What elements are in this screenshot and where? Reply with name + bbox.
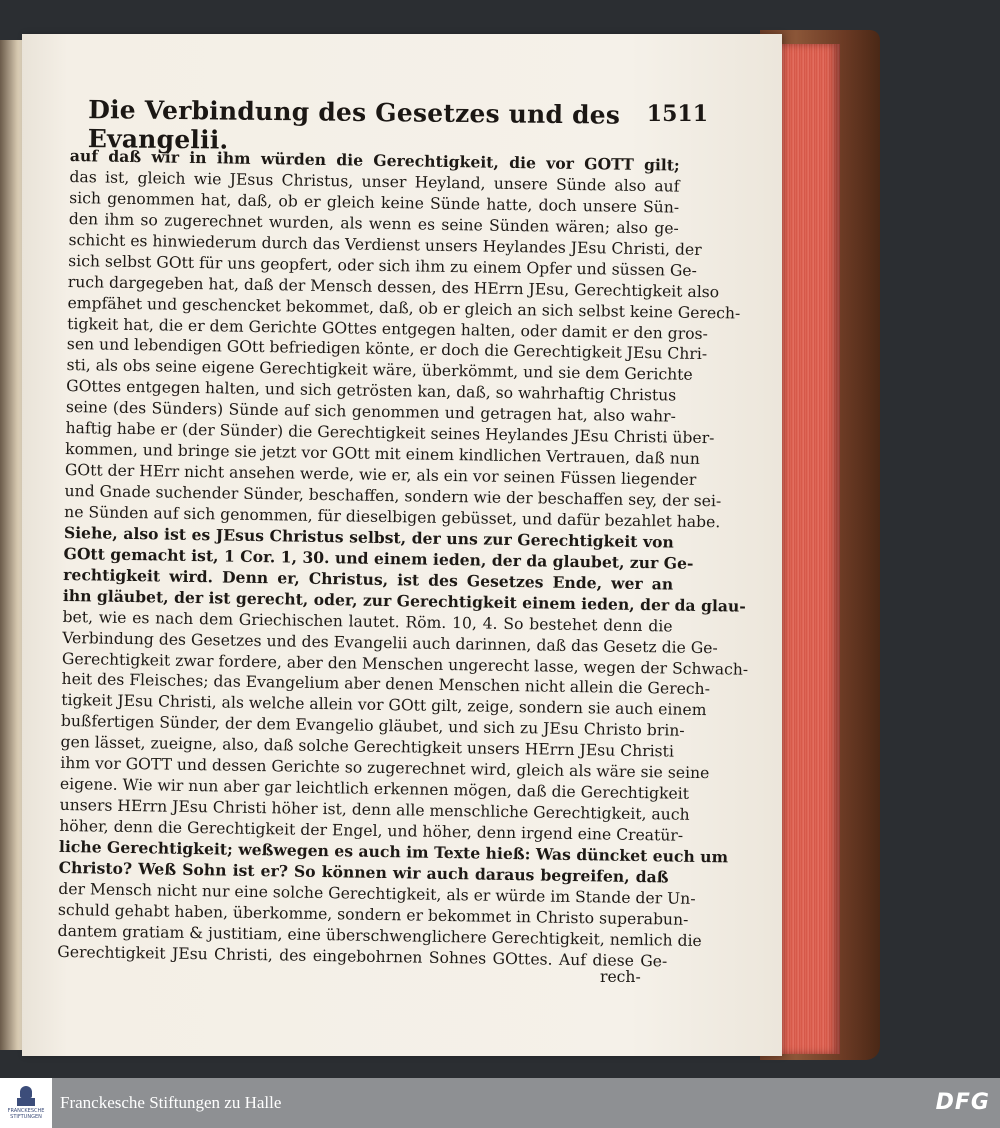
text-line: schicht es hinwiederum durch das Verdienst unsers Heylandes JEsu Christi, der xyxy=(68,230,702,259)
text-line: liche Gerechtigkeit; weßwegen es auch im Texte hieß: Was düncket euch um xyxy=(58,836,729,867)
text-line: eigene. Wie wir nun aber gar leichtlich erkennen mögen, daß die Gerechtigkeit xyxy=(59,775,690,803)
viewer-footer xyxy=(0,1078,1000,1128)
francke-logo-icon xyxy=(16,1086,36,1108)
text-line: rechtigkeit wird. Denn er, Christus, ist des Gesetzes Ende, wer an xyxy=(63,564,674,594)
page-header xyxy=(87,95,708,155)
text-line: höher, denn die Gerechtigkeit der Engel, und höher, denn irgend eine Creatür- xyxy=(59,816,684,845)
text-line: tigkeit JEsu Christi, als welche allein vor GOtt gilt, zeige, sondern sie auch einem xyxy=(61,691,707,720)
text-line: sich selbst GOtt für uns geopfert, oder sich ihm zu einem Opfer und süssen Ge- xyxy=(68,251,698,280)
logo-caption-1: FRANCKESCHE xyxy=(7,1108,45,1114)
text-line: unsers HErrn JEsu Christi höher ist, denn alle menschliche Gerechtigkeit, auch xyxy=(59,795,690,824)
text-line: empfähet und geschencket bekommet, daß, ob er gleich an sich selbst keine Gerech- xyxy=(67,293,741,323)
text-line: bußfertigen Sünder, der dem Evangelio gläubet, und sich zu JEsu Christo brin- xyxy=(60,712,685,741)
text-line: sen und lebendigen GOtt befriedigen könte, er doch die Gerechtigkeit JEsu Chri- xyxy=(66,335,708,364)
catchword: rech- xyxy=(600,968,641,986)
text-line: GOtt der HErr nicht ansehen werde, wie er, als ein vor seinen Füssen liegender xyxy=(64,461,697,489)
text-line: auf daß wir in ihm würden die Gerechtigkeit, die vor GOTT gilt; xyxy=(69,146,680,175)
text-line: schuld gehabt haben, überkomme, sondern er bekommet in Christo superabun- xyxy=(57,900,689,929)
institution-name[interactable]: Franckesche Stiftungen zu Halle xyxy=(60,1093,282,1112)
text-line: Siehe, also ist es JEsus Christus selbst, der uns zur Gerechtigkeit von xyxy=(63,522,675,552)
text-line: Gerechtigkeit zwar fordere, aber den Menschen ungerecht lasse, wegen der Schwach- xyxy=(61,649,749,679)
text-line: sich genommen hat, daß, ob er gleich keine Sünde hatte, doch unsere Sün- xyxy=(69,188,680,217)
text-line: Christo? Weß Sohn ist er? So können wir auch daraus begreifen, daß xyxy=(58,857,669,887)
text-line: kommen, und bringe sie jetzt vor GOtt mit einem kindlichen Vertrauen, daß nun xyxy=(65,440,701,469)
book-scan xyxy=(0,18,885,1068)
text-line: haftig habe er (der Sünder) die Gerechtigkeit seines Heylandes JEsu Christi über- xyxy=(65,419,715,448)
text-line: den ihm so zugerechnet wurden, als wenn es seine Sünden wären; also ge- xyxy=(68,209,679,238)
text-line: Verbindung des Gesetzes und des Evangelii auch darinnen, daß das Gesetz die Ge- xyxy=(62,628,718,657)
text-line: ne Sünden auf sich genommen, für dieselbigen gebüsset, und dafür bezahlet habe. xyxy=(64,502,721,532)
running-title: Die Verbindung des Gesetzes und des Evangelii. xyxy=(87,95,621,155)
text-line: sti, als obs seine eigene Gerechtigkeit wäre, überkömmt, und sie dem Gerichte xyxy=(66,356,693,385)
text-line: der Mensch nicht nur eine solche Gerechtigkeit, als er würde im Stande der Un- xyxy=(58,879,696,908)
page-number: 1511 xyxy=(646,101,708,127)
body-text xyxy=(57,146,749,972)
text-line: ruch dargegeben hat, daß der Mensch dessen, des HErrn JEsu, Gerechtigkeit also xyxy=(67,272,720,301)
text-line: und Gnade suchender Sünder, beschaffen, sondern wie der beschaffen sey, der sei- xyxy=(64,481,722,511)
text-line: ihm vor GOTT und dessen Gerichte so zugerechnet wird, gleich als wäre sie seine xyxy=(60,754,710,783)
text-line: das ist, gleich wie JEsus Christus, unser Heyland, unsere Sünde also auf xyxy=(69,167,680,196)
text-line: heit des Fleisches; das Evangelium aber denen Menschen nicht allein die Gerech- xyxy=(61,670,711,699)
dfg-logo[interactable]: DFG xyxy=(935,1090,990,1115)
institution-logo[interactable] xyxy=(0,1078,52,1128)
text-line: seine (des Sünders) Sünde auf sich genommen und getragen hat, also wahr- xyxy=(65,398,676,426)
text-line: bet, wie es nach dem Griechischen lautet. Röm. 10, 4. So bestehet denn die xyxy=(62,607,673,636)
text-line: GOtt gemacht ist, 1 Cor. 1, 30. und einem ieden, der da glaubet, zur Ge- xyxy=(63,543,694,573)
text-line: GOttes entgegen halten, und sich getrösten kan, daß, so wahrhaftig Christus xyxy=(66,377,677,405)
book-page xyxy=(22,34,782,1056)
text-line: gen lässet, zueigne, also, daß solche Gerechtigkeit unsers HErrn JEsu Christi xyxy=(60,733,675,761)
text-line: ihn gläubet, der ist gerecht, oder, zur Gerechtigkeit einem ieden, der da glau- xyxy=(62,585,746,616)
text-line: tigkeit hat, die er dem Gerichte GOttes entgegen halten, oder damit er den gros- xyxy=(67,314,708,343)
logo-caption-2: STIFTUNGEN xyxy=(10,1114,42,1120)
text-line: Gerechtigkeit JEsu Christi, des eingebohrnen Sohnes GOttes. Auf diese Ge- xyxy=(57,942,668,971)
text-line: dantem gratiam & justitiam, eine überschwenglichere Gerechtigkeit, nemlich die xyxy=(57,921,702,950)
